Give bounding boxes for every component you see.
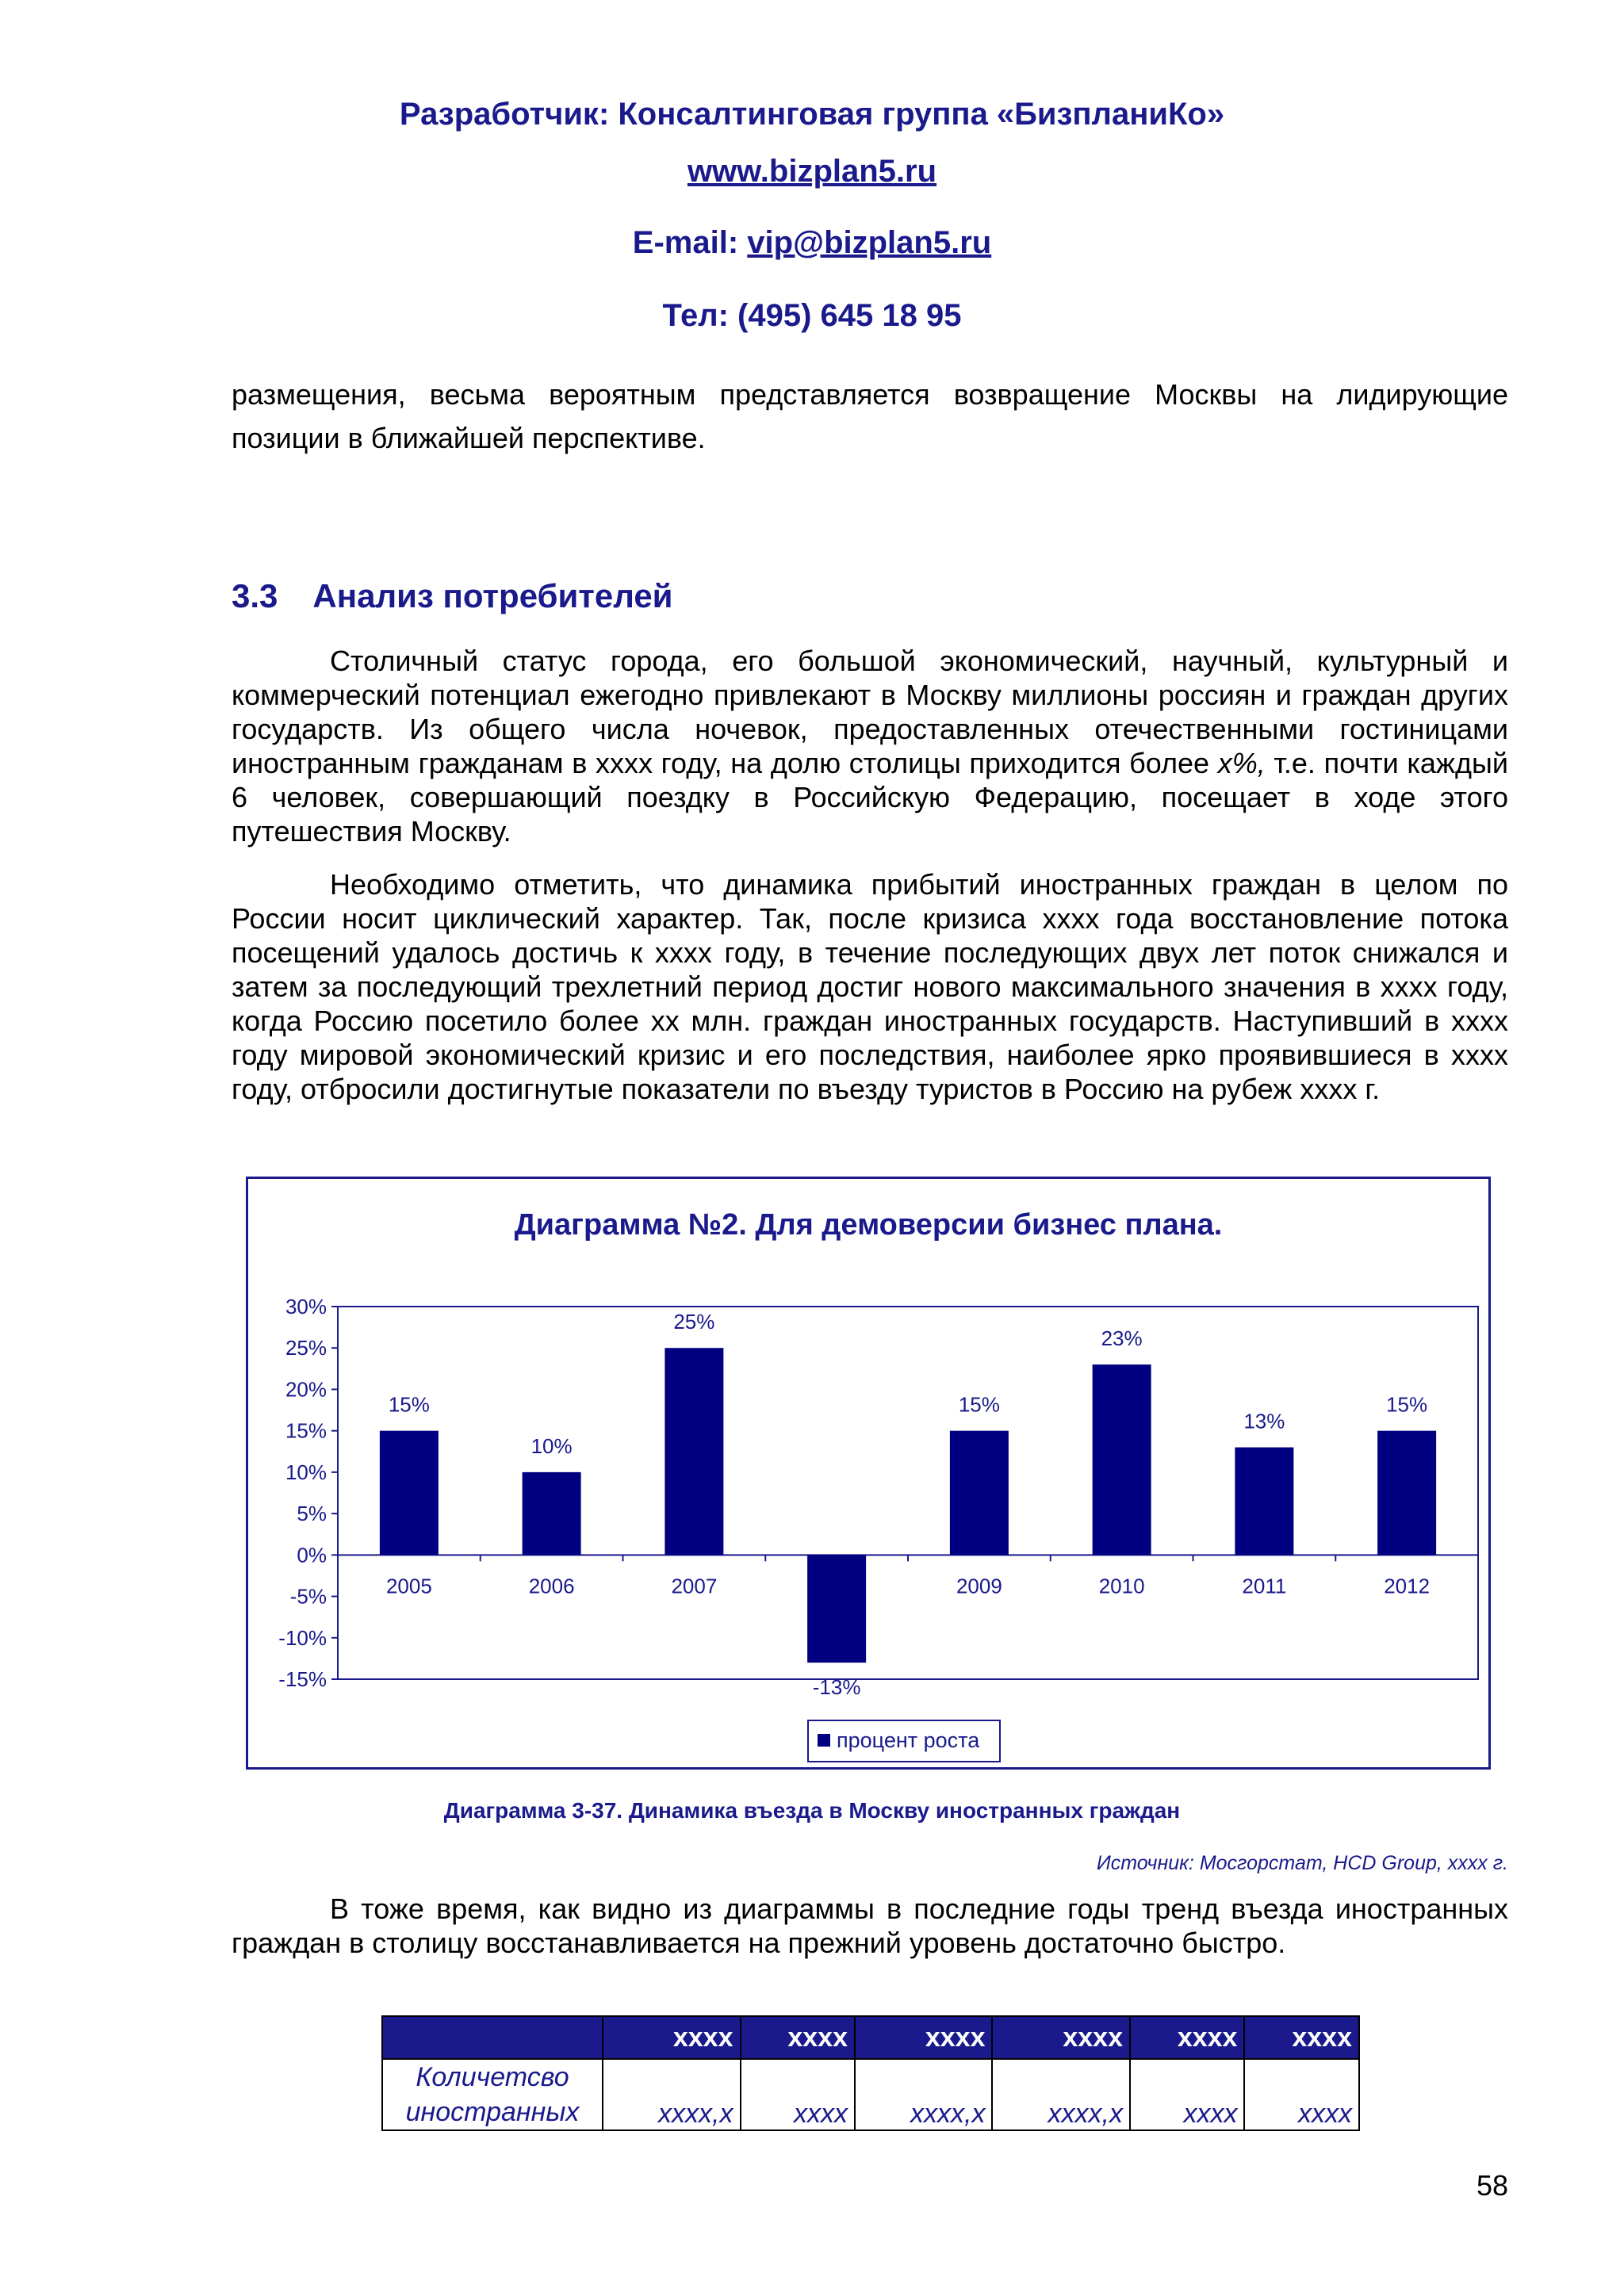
- data-label: 25%: [673, 1310, 715, 1334]
- data-table: [381, 2015, 1360, 2131]
- plot-area: [338, 1307, 1478, 1679]
- data-label: 10%: [530, 1433, 573, 1458]
- bar: [950, 1431, 1009, 1556]
- table-header-cell: хххх: [1244, 2016, 1359, 2059]
- y-tick-label: 20%: [285, 1377, 327, 1402]
- table-cell: хххх,х: [855, 2059, 993, 2130]
- x-tick-label: 2009: [956, 1574, 1002, 1598]
- table-row: [382, 2059, 1359, 2130]
- x-tick-label: 2005: [385, 1574, 432, 1598]
- y-tick-label: 5%: [297, 1502, 327, 1526]
- data-label: 15%: [1386, 1392, 1428, 1417]
- y-tick-label: 30%: [285, 1295, 327, 1318]
- data-label: 15%: [958, 1392, 1000, 1417]
- table-cell: хххх: [741, 2059, 855, 2130]
- table-header-cell: хххх: [855, 2016, 993, 2059]
- table-header-row: [382, 2016, 1359, 2059]
- y-tick-label: 15%: [285, 1418, 327, 1443]
- x-axis-labels: [338, 1555, 1478, 1598]
- legend-label: процент роста: [837, 1728, 980, 1752]
- y-tick-label: -5%: [289, 1584, 327, 1609]
- developer-line: Разработчик: Консалтинговая группа «БизпланиКо»: [399, 97, 1225, 132]
- section-heading: [232, 577, 673, 615]
- table-cell: хххх: [1244, 2059, 1359, 2130]
- table-header-cell: хххх: [1130, 2016, 1244, 2059]
- legend: [808, 1720, 1000, 1762]
- table-row-label: [382, 2059, 603, 2130]
- y-tick-label: 25%: [285, 1336, 327, 1360]
- email-line: [0, 225, 1624, 261]
- growth-bar-chart: [248, 1179, 1488, 1767]
- chart-caption: Диаграмма 3-37. Динамика въезда в Москву иностранных граждан: [443, 1798, 1181, 1823]
- paragraph-1: размещения, весьма вероятным представляется возвращение Москвы на лидирующие позиции в ближайшей перспективе.: [232, 378, 1508, 454]
- website-line: [0, 154, 1624, 189]
- bar: [807, 1555, 866, 1663]
- x-tick-label: 2011: [1242, 1574, 1287, 1598]
- table-header-cell: хххх: [603, 2016, 741, 2059]
- y-tick-label: -10%: [278, 1625, 327, 1650]
- bar: [1377, 1431, 1436, 1556]
- bar: [1235, 1448, 1293, 1556]
- phone-line: Тел: (495) 645 18 95: [662, 298, 962, 333]
- section-title: Анализ потребителей: [312, 577, 673, 614]
- x-tick-label: 2006: [528, 1574, 575, 1598]
- row-label-line-2: иностранных: [405, 2097, 580, 2127]
- website-link[interactable]: www.bizplan5.ru: [687, 154, 937, 189]
- bar: [1093, 1364, 1151, 1555]
- data-label: 23%: [1101, 1326, 1143, 1351]
- bar: [380, 1431, 439, 1556]
- email-link[interactable]: vip@bizplan5.ru: [747, 225, 992, 260]
- data-label: 15%: [388, 1392, 430, 1417]
- chart-title: Диаграмма №2. Для демоверсии бизнес плана.: [514, 1208, 1223, 1242]
- x-tick-label: 2010: [1098, 1574, 1145, 1598]
- paragraph-3: Необходимо отметить, что динамика прибытий иностранных граждан в целом по России носит циклический характер. Так, после кризиса хххх года восстановление потока посещений удалось достичь к хххх году, в течение последующих двух лет поток снижался и затем за последующий трехлетний период достиг нового максимального значения в хххх году, когда Россию посетило более хх млн. граждан иностранных государств. Наступивший в хххх году мировой экономический кризис и его последствия, наиболее ярко проявившиеся в хххх году, отбросили достигнутые показатели по въезду туристов в Россию на рубеж хххх г.: [232, 868, 1508, 1105]
- email-label: E-mail:: [632, 225, 748, 260]
- y-axis: [278, 1295, 1478, 1691]
- chart-frame: [246, 1177, 1491, 1770]
- data-label: 13%: [1243, 1409, 1285, 1433]
- row-label-line-1: Количетсво: [416, 2062, 569, 2092]
- paragraph-4: В тоже время, как видно из диаграммы в последние годы тренд въезда иностранных граждан в столицу восстанавливается на прежний уровень достаточно быстро.: [232, 1892, 1508, 1959]
- y-tick-label: 10%: [285, 1460, 327, 1484]
- x-tick-label: 2007: [671, 1574, 718, 1598]
- section-number: 3.3: [232, 577, 278, 614]
- table-header-cell: хххх: [741, 2016, 855, 2059]
- paragraph-2-text-b: т.е. почти каждый 6 человек, совершающий поездку в Российскую Федерацию, посещает в ходе этого путешествия Москву.: [232, 747, 1508, 848]
- bar: [523, 1472, 581, 1555]
- table-header-cell: хххх: [992, 2016, 1130, 2059]
- chart-source: Источник: Мосгорстат, HCD Group, хххх г.: [1096, 1852, 1508, 1874]
- paragraph-2: [232, 644, 1508, 848]
- table-header-cell: [382, 2016, 603, 2059]
- bar-series: [380, 1348, 1436, 1663]
- paragraph-2-text-a: Столичный статус города, его большой экономический, научный, культурный и коммерческий потенциал ежегодно привлекают в Москву миллионы россиян и граждан других государств. Из общего числа ночевок, предоставленных отечественными гостиницами иностранным гражданам в хххх году, на долю столицы приходится более: [232, 645, 1508, 779]
- x-tick-label: 2012: [1384, 1574, 1431, 1598]
- paragraph-2-italic: х%,: [1217, 747, 1266, 779]
- y-tick-label: -15%: [278, 1667, 327, 1691]
- data-label: -13%: [812, 1675, 861, 1700]
- legend-swatch: [818, 1734, 830, 1747]
- table-cell: хххх: [1130, 2059, 1244, 2130]
- page-number: 58: [1476, 2169, 1508, 2202]
- table-cell: хххх,х: [603, 2059, 741, 2130]
- bar: [665, 1348, 723, 1555]
- y-tick-label: 0%: [297, 1543, 327, 1567]
- table-cell: хххх,х: [992, 2059, 1130, 2130]
